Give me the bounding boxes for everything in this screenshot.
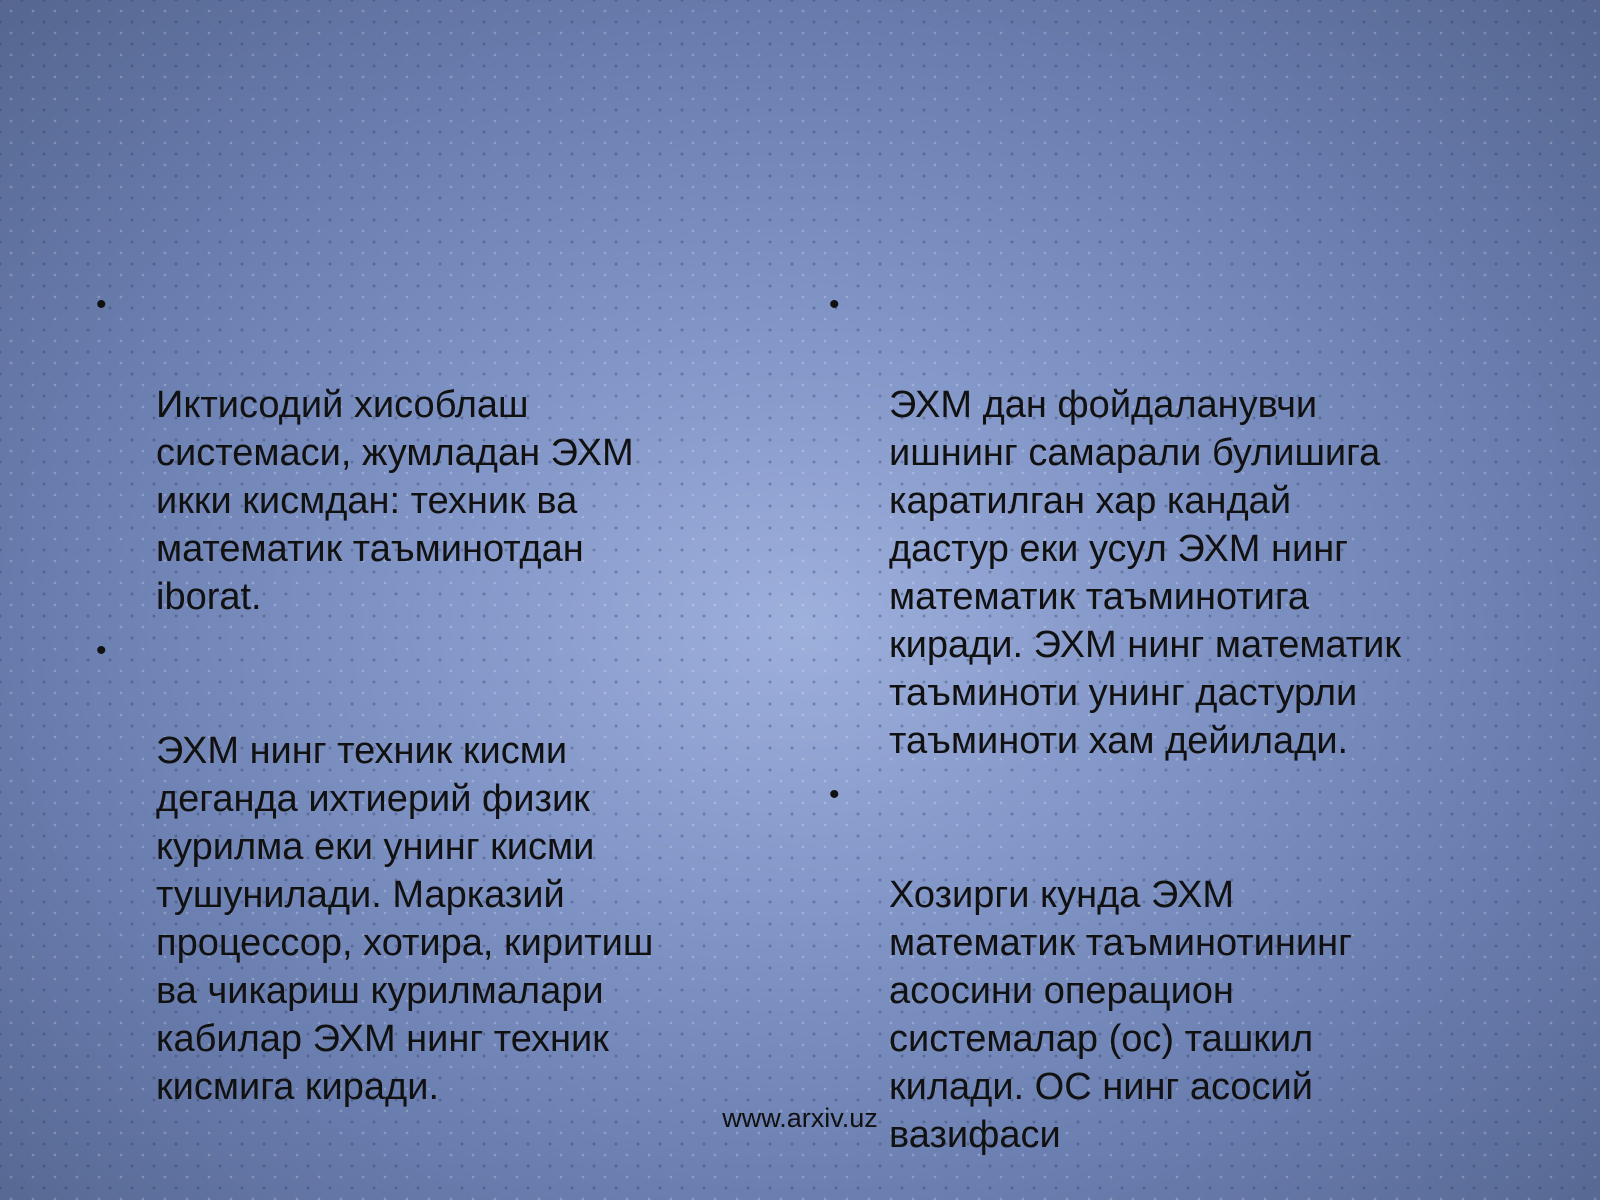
bullet-text: Иктисодий хисоблаш системаси, жумладан ЭХМ икки кисмдан: техник ва математик таъминотдан iborat. — [156, 384, 634, 618]
bullet-text: Хозирги кунда ЭХМ математик таъминотининг асосини операцион системалар (ос) ташкил килади. ОС нинг асосий вазифаси — [889, 874, 1352, 1156]
bullet-marker: • — [96, 634, 107, 667]
bullet-text: ЭХМ дан фойдаланувчи ишнинг самарали булишига каратилган хар кандай дастур еки усул ЭХМ нинг математик таъминотига киради. ЭХМ нинг математик таъминоти унинг дастурли таъминоти хам дейилади. — [889, 384, 1402, 762]
bullet-marker: • — [829, 288, 840, 321]
bullet-item — [96, 631, 786, 1111]
bullet-item — [829, 775, 1529, 1159]
bullet-item — [96, 285, 786, 621]
bullet-marker: • — [829, 778, 840, 811]
footer-website: www.arxiv.uz — [722, 1103, 878, 1133]
left-column — [96, 285, 786, 1121]
bullet-marker: • — [96, 288, 107, 321]
bullet-text: ЭХМ нинг техник кисми деганда ихтиерий физик курилма еки унинг кисми тушунилади. Марказий процессор, хотира, киритиш ва чикариш курилмалари кабилар ЭХМ нинг техник кисмига киради. — [156, 730, 654, 1108]
bullet-item — [829, 285, 1529, 765]
right-column — [829, 285, 1529, 1169]
